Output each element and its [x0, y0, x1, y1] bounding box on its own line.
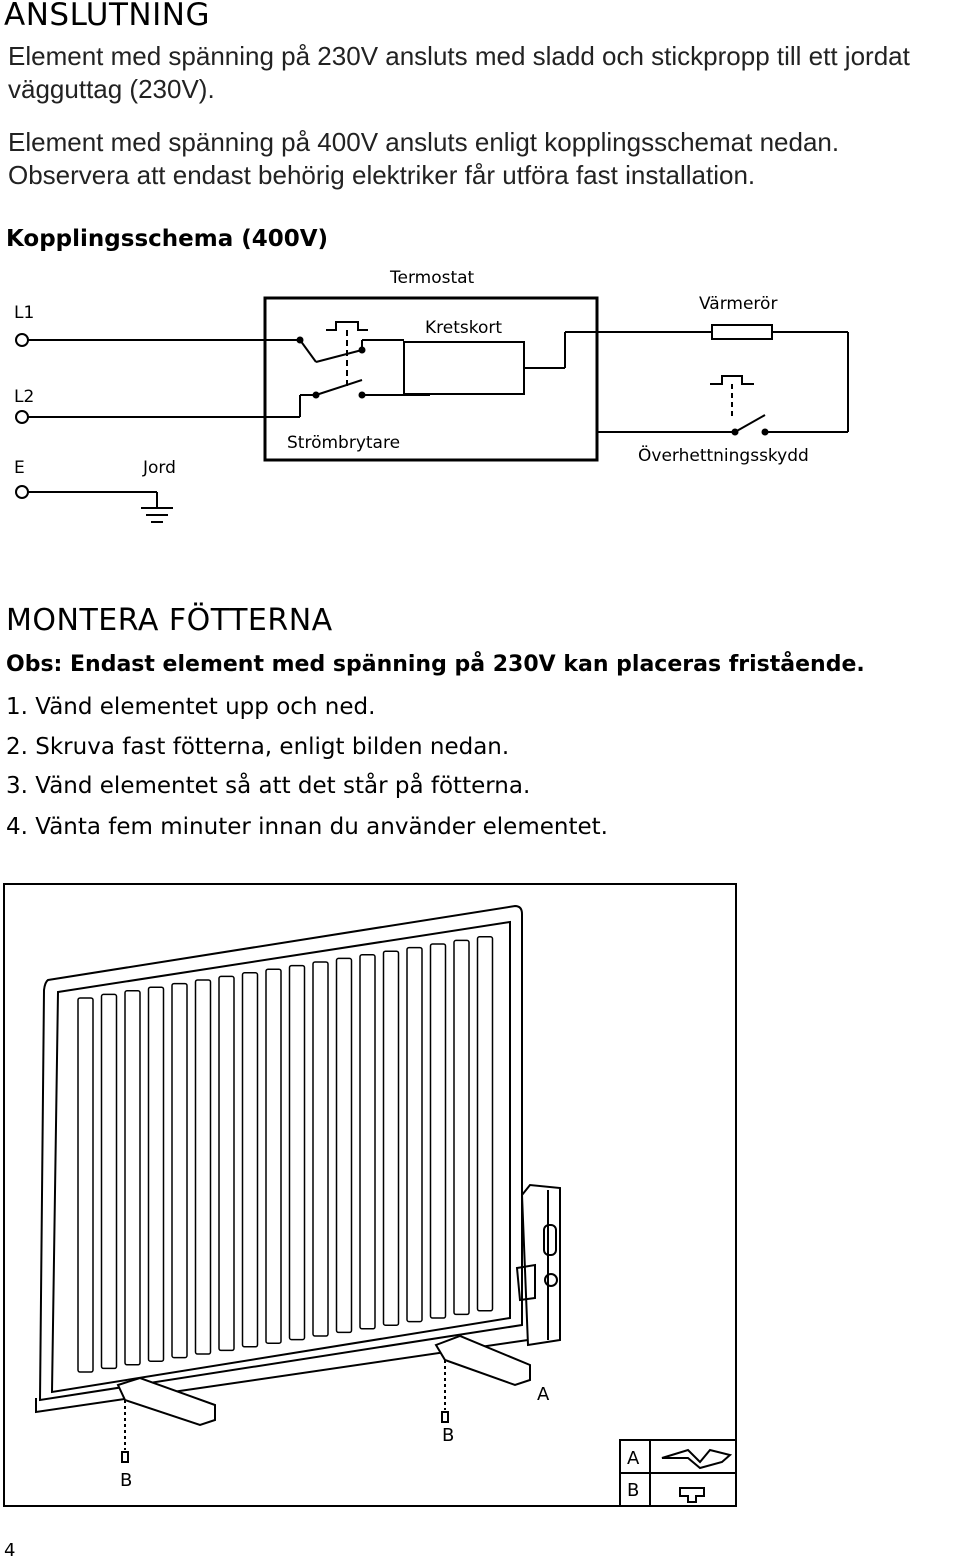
- label-termostat: Termostat: [390, 268, 475, 288]
- label-jord: Jord: [143, 458, 176, 478]
- note-freestanding: Obs: Endast element med spänning på 230V kan placeras fristående.: [6, 652, 865, 677]
- label-strombrytare: Strömbrytare: [287, 433, 401, 453]
- screw-mid-icon: [442, 1412, 448, 1422]
- radiator-fin: [102, 994, 117, 1368]
- radiator-fin: [290, 966, 305, 1340]
- radiator-fin: [266, 969, 281, 1343]
- paragraph-230v-line2: vägguttag (230V).: [8, 74, 215, 104]
- foot-right: [436, 1336, 530, 1385]
- radiator-fin: [337, 958, 352, 1332]
- terminal-e: [16, 486, 28, 498]
- radiator-fin: [196, 980, 211, 1354]
- paragraph-230v-line1: Element med spänning på 230V ansluts med sladd och stickpropp till ett jordat: [8, 41, 910, 71]
- radiator-fin: [384, 951, 399, 1325]
- label-b-left: B: [120, 1470, 133, 1491]
- radiator-fin: [313, 962, 328, 1336]
- radiator-fin: [243, 973, 258, 1347]
- label-l1: L1: [14, 303, 35, 323]
- radiator-fin: [407, 948, 422, 1322]
- legend-label-a: A: [627, 1448, 640, 1469]
- label-a: A: [537, 1384, 550, 1405]
- screw-left-icon: [122, 1452, 128, 1462]
- label-b-mid: B: [442, 1425, 455, 1446]
- radiator-fin: [454, 940, 469, 1314]
- label-l2: L2: [14, 387, 35, 407]
- radiator-fin: [219, 976, 234, 1350]
- paragraph-400v-line1: Element med spänning på 400V ansluts enligt kopplingsschemat nedan.: [8, 127, 840, 157]
- label-e: E: [14, 458, 25, 478]
- label-varmeror: Värmerör: [699, 294, 778, 314]
- paragraph-400v-line2: Observera att endast behörig elektriker får utföra fast installation.: [8, 160, 756, 190]
- step-2: 2. Skruva fast fötterna, enligt bilden nedan.: [6, 734, 510, 760]
- radiator-fin: [172, 984, 187, 1358]
- label-overhettningsskydd: Överhettningsskydd: [638, 446, 809, 466]
- legend-foot-icon: [662, 1450, 730, 1468]
- radiator-fin: [149, 987, 164, 1361]
- foot-left: [118, 1378, 215, 1425]
- radiator-fin: [431, 944, 446, 1318]
- legend-screw-icon: [680, 1488, 704, 1502]
- radiator-illustration: [0, 880, 960, 1520]
- step-4: 4. Vänta fem minuter innan du använder elementet.: [6, 814, 608, 840]
- terminal-l1: [16, 334, 28, 346]
- radiator-fin: [78, 998, 93, 1372]
- step-1: 1. Vänd elementet upp och ned.: [6, 694, 376, 720]
- control-box: [522, 1185, 560, 1345]
- section-heading-montera: MONTERA FÖTTERNA: [6, 603, 333, 638]
- wiring-diagram: [0, 255, 960, 545]
- section-heading-anslutning: ANSLUTNING: [4, 0, 210, 33]
- step-3: 3. Vänd elementet så att det står på fötterna.: [6, 773, 531, 799]
- label-kretskort: Kretskort: [425, 318, 503, 338]
- radiator-fin: [125, 991, 140, 1365]
- radiator-fin: [478, 937, 493, 1311]
- radiator-fin: [360, 955, 375, 1329]
- schematic-title: Kopplingsschema (400V): [6, 226, 329, 252]
- terminal-l2: [16, 411, 28, 423]
- page-number: 4: [4, 1540, 16, 1561]
- legend-label-b: B: [627, 1480, 640, 1501]
